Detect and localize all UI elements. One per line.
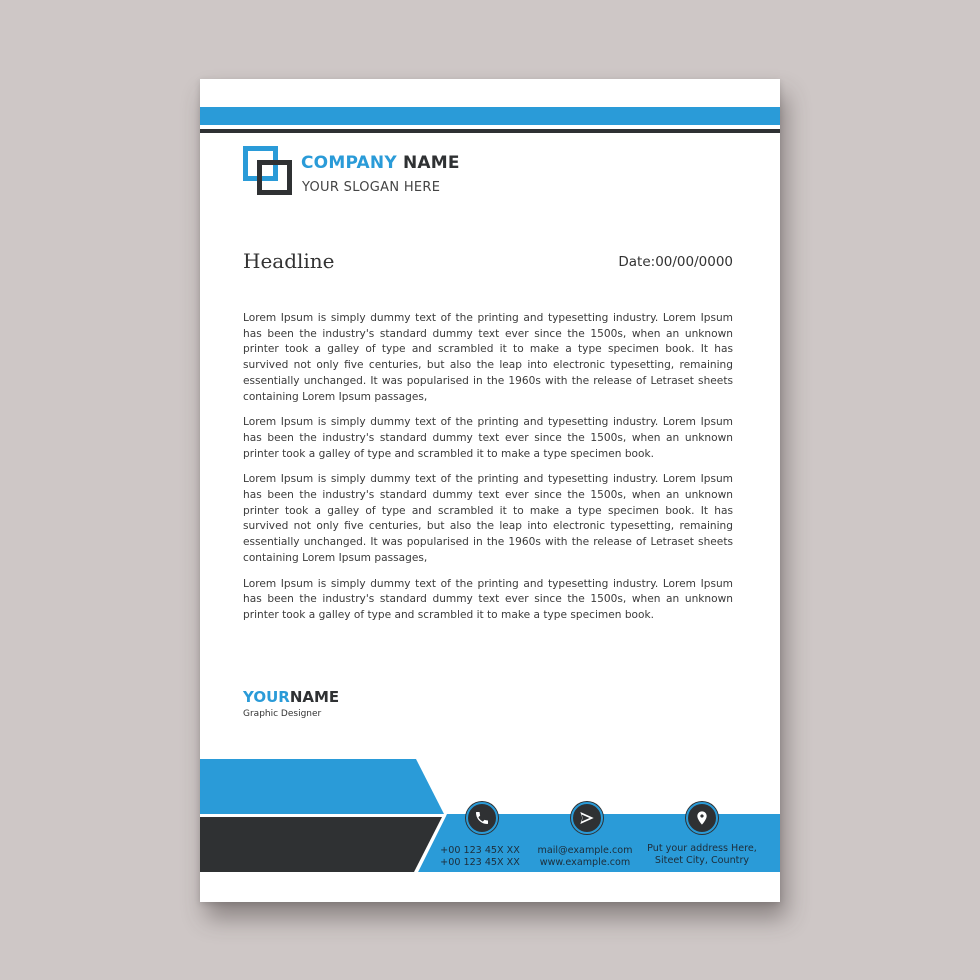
- website-line: www.example.com: [539, 857, 631, 868]
- company-slogan: YOUR SLOGAN HERE: [302, 180, 441, 195]
- letter-headline: Headline: [243, 249, 335, 273]
- phone-line-1: +00 123 45X XX: [440, 845, 520, 856]
- body-paragraph: Lorem Ipsum is simply dummy text of the printing and typesetting industry. Lorem Ipsum has been the industry's standard dummy text ever since the 1500s, when an unknown printer took a galley of type and scrambled it to make a type specimen book. It has survived not only five centuries, but also the leap into electronic typesetting, remaining essentially unchanged. It was popularised in the 1960s with the release of Letraset sheets containing Lorem Ipsum passages,: [243, 312, 733, 403]
- body-paragraph: Lorem Ipsum is simply dummy text of the printing and typesetting industry. Lorem Ipsum has been the industry's standard dummy text ever since the 1500s, when an unknown printer took a galley of type and scrambled it to make a type specimen book. It has survived not only five centuries, but also the leap into electronic typesetting, remaining essentially unchanged. It was popularised in the 1960s with the release of Letraset sheets containing Lorem Ipsum passages,: [243, 473, 733, 564]
- address: [642, 843, 762, 867]
- letterhead-page: [200, 79, 780, 902]
- address-line-2: Siteet City, Country: [654, 855, 750, 866]
- company-name-part2: NAME: [402, 153, 460, 173]
- footer-blue-shape: [200, 759, 444, 814]
- footer-dark-shape: [200, 817, 442, 872]
- company-name: [301, 153, 460, 173]
- phone-icon: [466, 802, 498, 834]
- header-dark-rule: [200, 129, 780, 133]
- signature-role: Graphic Designer: [243, 709, 322, 719]
- phone-numbers: [436, 845, 524, 869]
- company-name-part1: COMPANY: [301, 153, 397, 173]
- body-paragraph: Lorem Ipsum is simply dummy text of the printing and typesetting industry. Lorem Ipsum has been the industry's standard dummy text ever since the 1500s, when an unknown printer took a galley of type and scrambled it to make a type specimen book.: [243, 416, 733, 460]
- phone-line-2: +00 123 45X XX: [440, 857, 520, 868]
- location-pin-icon: [686, 802, 718, 834]
- letter-body: [243, 311, 733, 634]
- letter-date: Date:00/00/0000: [618, 254, 733, 270]
- signature-name-part1: YOUR: [243, 688, 290, 706]
- signature-name: [243, 688, 339, 706]
- body-paragraph: Lorem Ipsum is simply dummy text of the printing and typesetting industry. Lorem Ipsum has been the industry's standard dummy text ever since the 1500s, when an unknown printer took a galley of type and scrambled it to make a type specimen book.: [243, 577, 733, 621]
- company-logo-icon: [243, 146, 293, 196]
- email-website: [535, 845, 635, 869]
- address-line-1: Put your address Here,: [647, 843, 757, 854]
- paper-plane-icon: [571, 802, 603, 834]
- header-accent-bar: [200, 107, 780, 125]
- signature-name-part2: NAME: [289, 688, 340, 706]
- email-line: mail@example.com: [537, 845, 633, 856]
